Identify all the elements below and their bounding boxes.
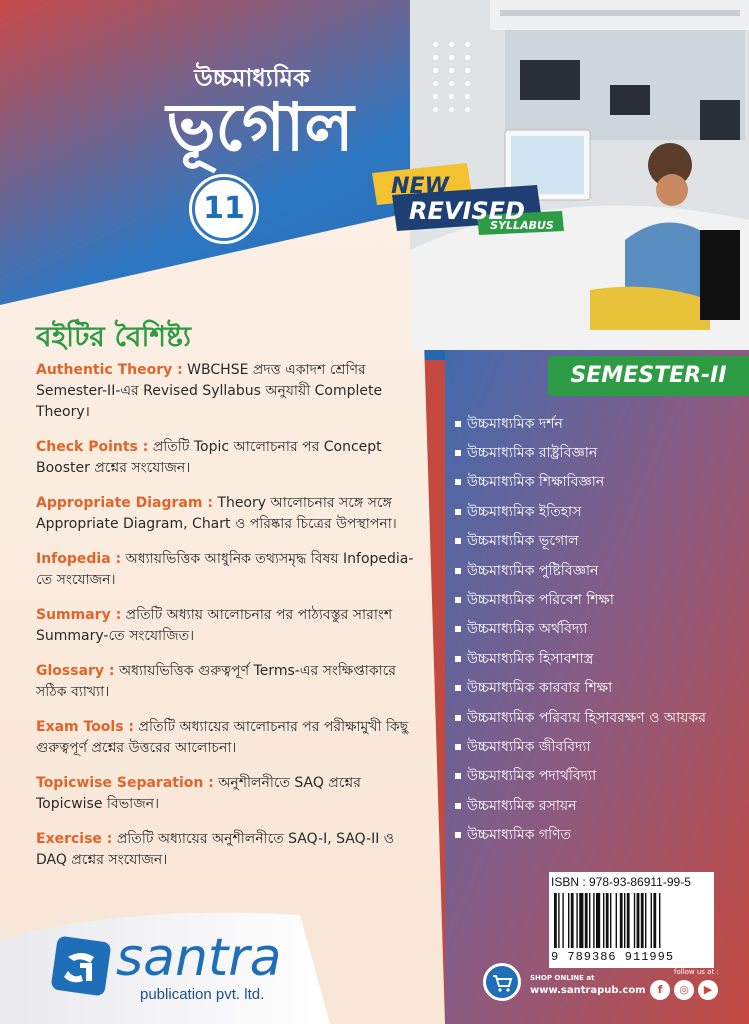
subject-label: উচ্চমাধ্যমিক শিক্ষাবিজ্ঞান [467,474,605,491]
bullet-icon [455,656,461,662]
feature-item [36,829,416,871]
feature-text: অধ্যায়ভিত্তিক আধুনিক তথ্যসমৃদ্ধ বিষয় Infopedia-তে সংযোজন। [36,551,414,588]
bullet-icon [455,450,461,456]
semester-tag: SEMESTER-II [548,356,749,396]
instagram-icon[interactable]: ◎ [674,980,694,1000]
list-item [455,644,749,673]
feature-key: Exam Tools : [36,719,135,735]
book-title: ভূগোল [166,89,354,166]
bullet-icon [455,597,461,603]
list-item [455,615,749,644]
feature-key: Check Points : [36,439,149,455]
list-item [455,585,749,614]
feature-key: Summary : [36,607,122,623]
list-item [455,438,749,467]
shop-online-label: SHOP ONLINE at [530,974,595,982]
subject-label: উচ্চমাধ্যমিক পরিব্যয় হিসাবরক্ষণ ও আয়কর [467,709,706,726]
subject-label: উচ্চমাধ্যমিক হিসাবশাস্ত্র [467,650,594,667]
subject-label: উচ্চমাধ্যমিক জীববিদ্যা [467,738,591,755]
subject-label: উচ্চমাধ্যমিক কারবার শিক্ষা [467,680,613,697]
list-item [455,409,749,438]
santra-logo-icon [50,935,112,997]
follow-label: follow us at : [674,968,719,976]
features-heading: বইটির বৈশিষ্ট্য [36,320,191,353]
list-item [455,703,749,732]
bullet-icon [455,626,461,632]
feature-key: Infopedia : [36,551,122,567]
feature-text: Theory আলোচনার সঙ্গে সঙ্গে Appropriate Diagram, Chart ও পরিষ্কার চিত্রের উপস্থাপনা। [36,495,397,532]
bullet-icon [455,685,461,691]
website-link[interactable]: www.santrapub.com [530,985,646,996]
feature-item [36,773,416,815]
feature-key: Appropriate Diagram : [36,495,213,511]
subject-label: উচ্চমাধ্যমিক ইতিহাস [467,503,582,520]
badge-new-text: NEW [391,174,449,199]
feature-text: প্রতিটি Topic আলোচনার পর Concept Booster প্রশ্নের সংযোজন। [36,439,382,476]
publisher-tagline: publication pvt. ltd. [140,986,265,1003]
bullet-icon [455,479,461,485]
badge-revised-text: REVISED [409,197,525,225]
list-item [455,527,749,556]
bullet-icon [455,509,461,515]
feature-item [36,549,416,591]
feature-key: Authentic Theory : [36,362,183,378]
isbn-label: ISBN : 978-93-86911-99-5 [551,875,691,889]
feature-item [36,360,416,423]
list-item [455,497,749,526]
list-item [455,791,749,820]
facebook-icon[interactable]: f [650,980,670,1000]
feature-text: প্রতিটি অধ্যায়ের অনুশীলনীতে SAQ-I, SAQ-II ও DAQ প্রশ্নের সংযোজন। [36,831,395,868]
subject-label: উচ্চমাধ্যমিক রাষ্ট্রবিজ্ঞান [467,445,598,462]
feature-text: অধ্যায়ভিত্তিক গুরুত্বপূর্ণ Terms-এর সংক্ষিপ্তাকারে সঠিক ব্যাখ্যা। [36,663,397,700]
feature-key: Topicwise Separation : [36,775,214,791]
subject-label: উচ্চমাধ্যমিক পরিবেশ শিক্ষা [467,592,614,609]
decorative-dots [433,42,473,112]
bullet-icon [455,421,461,427]
grade-number: 11 [195,180,253,238]
subject-label: উচ্চমাধ্যমিক পদার্থবিদ্যা [467,768,597,785]
feature-key: Exercise : [36,831,113,847]
bullet-icon [455,832,461,838]
features-list [36,360,416,885]
publisher-name: santra [116,928,282,988]
feature-text: অনুশীলনীতে SAQ প্রশ্নের Topicwise বিভাজন। [36,775,361,812]
feature-item [36,605,416,647]
subject-label: উচ্চমাধ্যমিক গণিত [467,827,572,844]
feature-item [36,661,416,703]
feature-text: প্রতিটি অধ্যায় আলোচনার পর পাঠ্যবস্তুর সারাংশ Summary-তে সংযোজিত। [36,607,393,644]
subject-label: উচ্চমাধ্যমিক ভূগোল [467,533,579,550]
feature-item [36,717,416,759]
bullet-icon [455,568,461,574]
subject-label: উচ্চমাধ্যমিক রসায়ন [467,797,577,814]
new-revised-syllabus-badge [372,163,572,248]
feature-text: WBCHSE প্রদত্ত একাদশ শ্রেণির Semester-II-এর Revised Syllabus অনুযায়ী Complete Theory। [36,362,383,420]
bullet-icon [455,773,461,779]
shopping-cart-icon [483,963,521,1001]
badge-syllabus-text: SYLLABUS [490,219,554,232]
subject-label: উচ্চমাধ্যমিক দর্শন [467,415,563,432]
isbn-barcode-number: 9 789386 911995 [551,950,675,964]
list-item [455,762,749,791]
list-item [455,732,749,761]
subject-label: উচ্চমাধ্যমিক পুষ্টিবিজ্ঞান [467,562,599,579]
feature-text: প্রতিটি অধ্যায়ের আলোচনার পর পরীক্ষামুখী কিছু গুরুত্বপূর্ণ প্রশ্নের উত্তরের আলোচনা। [36,719,409,756]
barcode-icon [552,893,710,948]
book-subtitle: উচ্চমাধ্যমিক [194,64,310,92]
list-item [455,556,749,585]
feature-item [36,437,416,479]
bullet-icon [455,715,461,721]
bullet-icon [455,538,461,544]
youtube-icon[interactable]: ▶ [698,980,718,1000]
list-item [455,674,749,703]
bullet-icon [455,803,461,809]
subject-label: উচ্চমাধ্যমিক অর্থবিদ্যা [467,621,588,638]
subject-list [455,409,749,850]
feature-item [36,493,416,535]
list-item [455,820,749,849]
bullet-icon [455,744,461,750]
list-item [455,468,749,497]
feature-key: Glossary : [36,663,115,679]
